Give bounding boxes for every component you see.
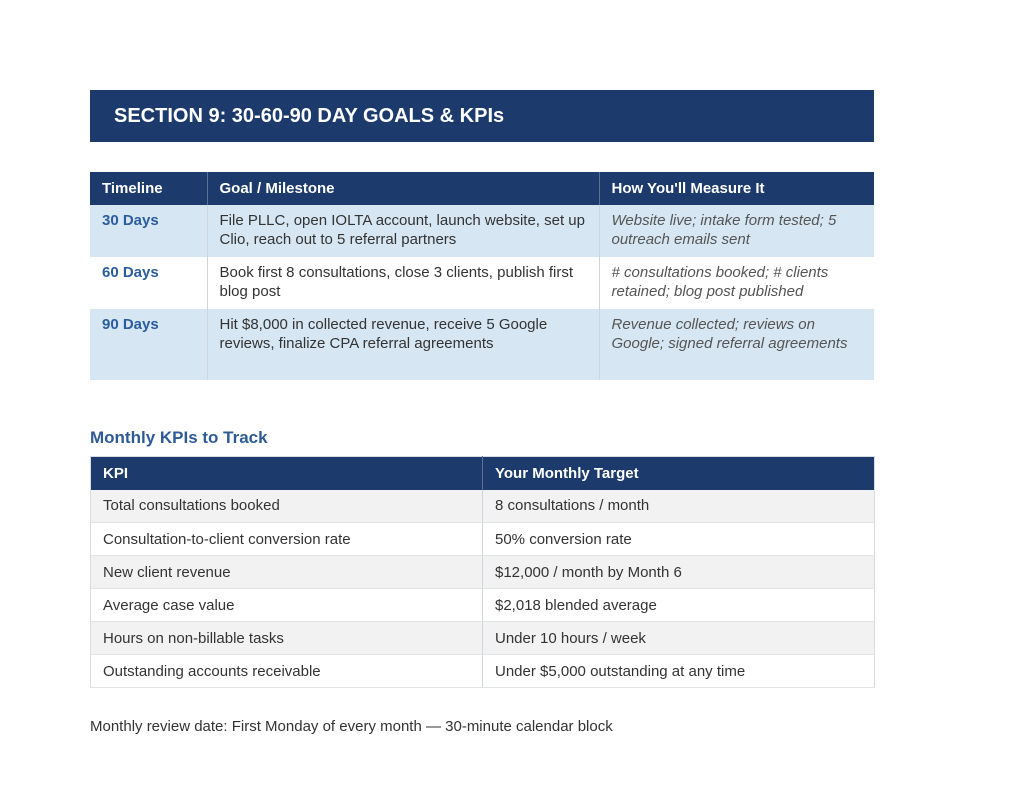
goals-header-goal: Goal / Milestone <box>207 172 599 205</box>
goals-row-30 <box>90 205 874 257</box>
kpi-cell: Outstanding accounts receivable <box>91 655 483 688</box>
kpi-cell: New client revenue <box>91 556 483 589</box>
kpi-row <box>91 589 875 622</box>
goals-header-measure: How You'll Measure It <box>599 172 874 205</box>
kpi-header-kpi: KPI <box>91 457 483 490</box>
kpi-heading: Monthly KPIs to Track <box>90 428 268 447</box>
target-cell: 50% conversion rate <box>483 523 875 556</box>
goals-table-header-row <box>90 172 874 205</box>
target-cell: Under 10 hours / week <box>483 622 875 655</box>
measure-cell: # consultations booked; # clients retained; blog post published <box>599 257 874 309</box>
kpi-cell: Consultation-to-client conversion rate <box>91 523 483 556</box>
measure-cell: Revenue collected; reviews on Google; signed referral agreements <box>599 309 874 380</box>
goal-cell: File PLLC, open IOLTA account, launch website, set up Clio, reach out to 5 referral partners <box>207 205 599 257</box>
kpi-row <box>91 490 875 523</box>
target-cell: $12,000 / month by Month 6 <box>483 556 875 589</box>
goals-row-90 <box>90 309 874 380</box>
goals-row-60 <box>90 257 874 309</box>
kpi-row <box>91 622 875 655</box>
goals-table <box>90 172 874 380</box>
footer-note: Monthly review date: First Monday of every month — 30-minute calendar block <box>90 718 613 735</box>
timeline-cell: 90 Days <box>90 309 207 380</box>
measure-cell: Website live; intake form tested; 5 outreach emails sent <box>599 205 874 257</box>
goal-cell: Hit $8,000 in collected revenue, receive 5 Google reviews, finalize CPA referral agreements <box>207 309 599 380</box>
kpi-row <box>91 556 875 589</box>
kpi-table-header-row <box>91 457 875 490</box>
kpi-row <box>91 523 875 556</box>
kpi-table <box>90 456 875 688</box>
target-cell: Under $5,000 outstanding at any time <box>483 655 875 688</box>
timeline-cell: 30 Days <box>90 205 207 257</box>
kpi-cell: Hours on non-billable tasks <box>91 622 483 655</box>
kpi-cell: Total consultations booked <box>91 490 483 523</box>
goals-header-timeline: Timeline <box>90 172 207 205</box>
goal-cell: Book first 8 consultations, close 3 clients, publish first blog post <box>207 257 599 309</box>
timeline-cell: 60 Days <box>90 257 207 309</box>
section-title: SECTION 9: 30-60-90 DAY GOALS & KPIs <box>90 90 874 142</box>
target-cell: 8 consultations / month <box>483 490 875 523</box>
kpi-header-target: Your Monthly Target <box>483 457 875 490</box>
kpi-cell: Average case value <box>91 589 483 622</box>
kpi-row <box>91 655 875 688</box>
target-cell: $2,018 blended average <box>483 589 875 622</box>
